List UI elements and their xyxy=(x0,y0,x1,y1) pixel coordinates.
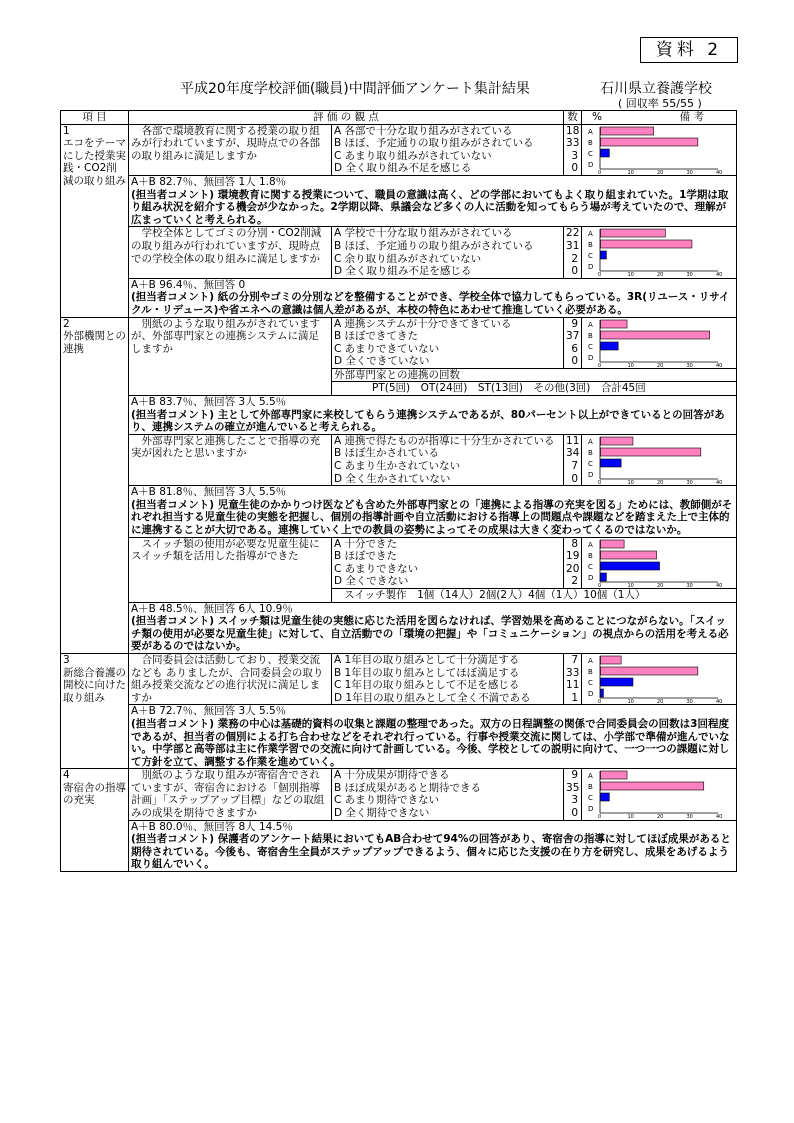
answer-option: D 全く生かされていない xyxy=(334,472,451,485)
chart-category-label: C xyxy=(588,562,593,571)
document-label: 資料 2 xyxy=(640,37,738,63)
answer-count: 20 xyxy=(566,562,580,575)
answer-option: B ほぼできてきた xyxy=(334,330,419,343)
comment-text: (担当者コメント) 保護者のアンケート結果においてもAB合わせて94%の回答があり、寄宿舎の指導に対してほぼ成果があると期待されている。今後も、寄宿舎生全員がステップアップできるよう、個々に応じた支援の在り方を研究し、成果をあげるよう取り組んでいく。 xyxy=(131,833,731,871)
chart-bar-c xyxy=(601,678,633,686)
chart-category-label: B xyxy=(588,331,593,340)
chart-tick-label: 0 xyxy=(598,272,602,278)
chart-tick-label: 20 xyxy=(657,582,664,588)
chart-category-label: B xyxy=(588,667,593,676)
answer-count: 0 xyxy=(571,162,579,175)
comment-text: (担当者コメント) スイッチ類は児童生徒の実態に応じた活用を図らなければ、学習効果を高めることにつながらない。「スイッチ類の使用が必要な児童生徒」に対して、自立活動での「環境の把握」や「コミュニケーション」の視点からの活用を考える必要があるのではないか。 xyxy=(131,615,729,653)
answer-count: 0 xyxy=(571,807,579,820)
comment-row xyxy=(61,705,737,769)
chart-tick-label: 40 xyxy=(716,582,723,588)
comment-row xyxy=(61,175,737,226)
header-item: 項 目 xyxy=(61,111,129,125)
comment-cell xyxy=(129,602,737,653)
response-rate: ( 回収率 55/55 ) xyxy=(618,97,702,110)
section-number: 2 xyxy=(63,317,70,330)
bar-chart xyxy=(584,654,734,704)
chart-tick-label: 0 xyxy=(598,814,602,820)
chart-tick-label: 0 xyxy=(598,169,602,175)
chart-bar-a xyxy=(601,437,633,445)
comment-text: (担当者コメント) 環境教育に関する授業について、職員の意識は高く、どの学部においてもよく取り組まれていた。1学期は取り組み状況を紹介する機会が少なかった。2学期以降、県議会など多くの人に活動を知ってもらう場が考えていたので、理解が広まっていくと考えられる。 xyxy=(131,188,729,226)
question-row xyxy=(61,537,737,588)
comment-row xyxy=(61,486,737,537)
answer-count: 34 xyxy=(566,447,580,460)
answer-count: 6 xyxy=(571,342,579,355)
chart-cell xyxy=(582,434,737,485)
answer-option: B ほぼ成果があると期待できる xyxy=(334,781,482,794)
chart-bar-a xyxy=(601,229,666,237)
answer-options xyxy=(332,227,564,278)
section-title: エコをテーマにした授業実践・CO2削減の取り組み xyxy=(63,137,126,187)
chart-cell xyxy=(582,317,737,368)
question-text: スイッチ類の使用が必要な児童生徒にスイッチ類を活用した指導ができた xyxy=(129,537,332,602)
chart-category-label: D xyxy=(588,689,594,698)
answer-count: 33 xyxy=(566,666,580,679)
extra-title: 外部専門家との連携の回数 xyxy=(332,368,737,382)
chart-tick-label: 20 xyxy=(657,169,664,175)
comment-row xyxy=(61,278,737,317)
extra-detail: スイッチ製作 1個（14人）2個(2人）4個（1人）10個（1人） xyxy=(332,588,737,602)
section-title: 外部機関との連携 xyxy=(63,330,126,355)
answer-options xyxy=(332,317,564,368)
answer-option: B ほぼできた xyxy=(334,550,398,563)
chart-tick-label: 20 xyxy=(657,698,664,704)
chart-category-label: A xyxy=(588,320,593,329)
header-note: 備 考 xyxy=(679,111,705,123)
answer-counts xyxy=(564,537,582,588)
comment-cell xyxy=(129,705,737,769)
answer-option: C あまりできない xyxy=(334,562,419,575)
header-count: 数 xyxy=(564,111,582,125)
answer-option: D 全く取り組み不足を感じる xyxy=(334,265,472,278)
bar-chart xyxy=(584,227,734,277)
page-title: 平成20年度学校評価(職員)中間評価アンケート集計結果 xyxy=(180,81,530,97)
chart-category-label: C xyxy=(588,252,593,261)
comment-cell xyxy=(129,486,737,537)
chart-bar-a xyxy=(601,656,622,664)
chart-category-label: A xyxy=(588,540,593,549)
chart-bar-b xyxy=(601,448,701,456)
chart-category-label: C xyxy=(588,678,593,687)
comment-row xyxy=(61,602,737,653)
question-row xyxy=(61,434,737,485)
chart-category-label: D xyxy=(588,470,594,479)
chart-tick-label: 30 xyxy=(686,169,693,175)
chart-tick-label: 10 xyxy=(627,479,634,485)
chart-bar-c xyxy=(601,149,610,157)
answer-counts xyxy=(564,317,582,368)
chart-category-label: B xyxy=(588,138,593,147)
comment-row xyxy=(61,396,737,435)
chart-bar-d xyxy=(601,689,604,697)
answer-option: A 連携で得たものが指導に十分生かされている xyxy=(334,434,555,447)
chart-tick-label: 0 xyxy=(598,479,602,485)
chart-bar-b xyxy=(601,240,692,248)
answer-option: C あまりできていない xyxy=(334,342,440,355)
question-text: 外部専門家と連携したことで指導の充実が図れたと思いますか xyxy=(129,434,332,485)
chart-bar-b xyxy=(601,331,710,339)
summary-text: A＋B 83.7％、無回答 3人 5.5％ xyxy=(131,396,287,409)
chart-category-label: C xyxy=(588,794,593,803)
chart-category-label: A xyxy=(588,772,593,781)
chart-category-label: B xyxy=(588,551,593,560)
section-number: 1 xyxy=(63,124,70,137)
chart-cell xyxy=(582,124,737,175)
chart-tick-label: 40 xyxy=(716,479,723,485)
chart-tick-label: 10 xyxy=(627,169,634,175)
summary-text: A＋B 96.4％、無回答 0 xyxy=(131,278,246,291)
answer-options xyxy=(332,653,564,704)
answer-count: 18 xyxy=(566,124,580,137)
answer-options xyxy=(332,537,564,588)
section-number: 4 xyxy=(63,769,70,782)
chart-category-label: D xyxy=(588,573,594,582)
bar-chart xyxy=(584,125,734,175)
answer-count: 0 xyxy=(571,472,579,485)
question-text: 各部で環境教育に関する授業の取り組みが行われていますが、現時点での各部の取り組みに満足しますか xyxy=(129,124,332,175)
answer-counts xyxy=(564,124,582,175)
chart-category-label: C xyxy=(588,459,593,468)
answer-count: 0 xyxy=(571,265,579,278)
answer-count: 33 xyxy=(566,137,580,150)
chart-tick-label: 40 xyxy=(716,272,723,278)
chart-category-label: D xyxy=(588,353,594,362)
chart-tick-label: 40 xyxy=(716,362,723,368)
answer-option: C 1年目の取り組みとして不足を感じる xyxy=(334,679,520,692)
question-text: 合同委員会は活動しており、授業交流なども ありましたが、合同委員会の取り組み授業交流などの進行状況に満足しますか xyxy=(129,653,332,704)
summary-text: A＋B 80.0％、無回答 8人 14.5％ xyxy=(131,820,293,833)
chart-category-label: A xyxy=(588,127,593,136)
answer-count: 9 xyxy=(571,317,579,330)
chart-category-label: D xyxy=(588,263,594,272)
chart-tick-label: 20 xyxy=(657,814,664,820)
chart-tick-label: 30 xyxy=(686,814,693,820)
answer-count: 2 xyxy=(571,575,579,588)
comment-text: (担当者コメント) 紙の分別やゴミの分別などを整備することができ、学校全体で協力してもらっている。3R(リユース・リサイクル・リデュース)や省エネへの意識は個人差があるが、本校の特色にあわせて推進していく必要がある。 xyxy=(131,291,730,316)
answer-count: 35 xyxy=(566,781,580,794)
answer-counts xyxy=(564,227,582,278)
answer-count: 11 xyxy=(566,679,580,692)
chart-bar-b xyxy=(601,667,698,675)
header-pct-note xyxy=(582,111,737,125)
comment-cell xyxy=(129,175,737,226)
answer-count: 11 xyxy=(566,434,580,447)
school-name: 石川県立養護学校 xyxy=(600,81,712,97)
answer-counts xyxy=(564,769,582,820)
comment-text: (担当者コメント) 主として外部専門家に来校してもらう連携システムであるが、80パーセント以上ができているとの回答があり、連携システムの確立が進んでいると考えられる。 xyxy=(131,408,725,434)
answer-counts xyxy=(564,653,582,704)
section-item xyxy=(61,653,129,768)
answer-count: 31 xyxy=(566,239,580,252)
comment-text: (担当者コメント) 児童生徒のかかりつけ医なども含めた外部専門家との「連携による指導の充実を図る」ためには、教師側がそれぞれ担当する児童生徒の実態を把握し、個別の指導計画や自立活動における指導上の問題点や課題などを踏まえた上で主体的に連携することが大切である。連携していく上での教員の姿勢によってその成果は大きく変わってくるのではないか。 xyxy=(131,498,733,536)
answer-option: D 全く取り組み不足を感じる xyxy=(334,162,472,175)
chart-bar-a xyxy=(601,771,628,779)
question-text: 別紙のような取り組みが寄宿舎でされていますが、寄宿舎における「個別指導計画」「ステップアップ目標」などの取組みの成果を期待できますか xyxy=(129,769,332,820)
comment-cell xyxy=(129,820,737,871)
question-text: 学校全体としてゴミの分別・CO2削減の取り組みが行われていますが、現時点での学校全体の取り組みに満足しますか xyxy=(129,227,332,278)
answer-options xyxy=(332,124,564,175)
survey-table xyxy=(60,110,737,872)
answer-option: C あまり生かされていない xyxy=(334,460,461,473)
answer-option: D 全くできていない xyxy=(334,355,430,368)
chart-bar-b xyxy=(601,138,698,146)
answer-count: 2 xyxy=(571,252,579,265)
answer-option: A 各部で十分な取り組みがされている xyxy=(334,124,513,137)
chart-bar-b xyxy=(601,551,657,559)
comment-cell xyxy=(129,278,737,317)
chart-bar-d xyxy=(601,573,607,581)
bar-chart xyxy=(584,769,734,819)
answer-option: C あまり取り組みがされていない xyxy=(334,149,492,162)
answer-count: 0 xyxy=(571,355,579,368)
chart-category-label: B xyxy=(588,783,593,792)
bar-chart xyxy=(584,318,734,368)
bar-chart xyxy=(584,435,734,485)
answer-count: 1 xyxy=(571,691,579,704)
chart-bar-a xyxy=(601,127,654,135)
answer-count: 3 xyxy=(571,794,579,807)
summary-text: A＋B 72.7％、無回答 3人 5.5％ xyxy=(131,705,287,718)
chart-tick-label: 10 xyxy=(627,814,634,820)
chart-bar-a xyxy=(601,320,628,328)
answer-option: A 十分成果が期待できる xyxy=(334,769,450,782)
chart-category-label: A xyxy=(588,656,593,665)
comment-text: (担当者コメント) 業務の中心は基礎的資料の収集と課題の整理であった。双方の日程調整の関係で合同委員会の回数は3回程度であるが、担当者の個別による打ち合わせなどをそれぞれ行っている。行事や授業交流に関しては、小学部で準備が進んでいない。中学部と高等部は主に作業学習での交流に向けて計画している。今後、学校としての説明に向けて、一つ一つの課題に対して方針を立て、調整する作業を進めていく。 xyxy=(131,717,730,768)
chart-category-label: A xyxy=(588,230,593,239)
chart-cell xyxy=(582,227,737,278)
comment-cell xyxy=(129,396,737,435)
section-title: 新総合養護の開校に向けた取り組み xyxy=(63,666,126,704)
chart-category-label: B xyxy=(588,241,593,250)
question-row xyxy=(61,124,737,175)
chart-tick-label: 40 xyxy=(716,169,723,175)
question-row xyxy=(61,653,737,704)
answer-option: B ほぼ、予定通りの取り組みがされている xyxy=(334,137,534,150)
chart-cell xyxy=(582,653,737,704)
chart-bar-c xyxy=(601,562,660,570)
answer-counts xyxy=(564,434,582,485)
section-title: 寄宿舎の指導の充実 xyxy=(63,781,126,807)
chart-category-label: C xyxy=(588,149,593,158)
section-item xyxy=(61,769,129,872)
chart-tick-label: 20 xyxy=(657,362,664,368)
chart-bar-c xyxy=(601,342,619,350)
chart-bar-c xyxy=(601,459,622,467)
chart-tick-label: 10 xyxy=(627,582,634,588)
chart-tick-label: 30 xyxy=(686,698,693,704)
chart-cell xyxy=(582,769,737,820)
chart-category-label: A xyxy=(588,437,593,446)
answer-option: B ほぼ生かされている xyxy=(334,447,440,460)
chart-tick-label: 30 xyxy=(686,582,693,588)
answer-count: 7 xyxy=(571,460,579,473)
answer-option: B 1年目の取り組みとしてほぼ満足する xyxy=(334,666,520,679)
section-number: 3 xyxy=(63,653,70,666)
answer-option: A 1年目の取り組みとして十分満足する xyxy=(334,653,520,666)
answer-count: 7 xyxy=(571,653,579,666)
answer-count: 3 xyxy=(571,149,579,162)
answer-option: C 余り取り組みがされていない xyxy=(334,252,482,265)
answer-option: D 全く期待できない xyxy=(334,807,430,820)
answer-count: 22 xyxy=(566,227,580,240)
summary-text: A＋B 48.5％、無回答 6人 10.9％ xyxy=(131,602,293,615)
table-header-row xyxy=(61,111,737,125)
question-row xyxy=(61,227,737,278)
chart-tick-label: 30 xyxy=(686,272,693,278)
summary-text: A＋B 81.8％、無回答 3人 5.5％ xyxy=(131,486,287,499)
answer-options xyxy=(332,434,564,485)
chart-tick-label: 20 xyxy=(657,272,664,278)
answer-option: A 連携システムが十分できてきている xyxy=(334,317,512,330)
chart-category-label: C xyxy=(588,342,593,351)
summary-text: A＋B 82.7％、無回答 1人 1.8％ xyxy=(131,175,287,188)
chart-tick-label: 30 xyxy=(686,362,693,368)
answer-option: A 学校で十分な取り組みがされている xyxy=(334,227,513,240)
chart-tick-label: 10 xyxy=(627,362,634,368)
answer-option: D 全くできない xyxy=(334,575,409,588)
question-text: 別紙のような取り組みがされていますが、外部専門家との連携システムに満足しますか xyxy=(129,317,332,396)
answer-count: 19 xyxy=(566,550,580,563)
chart-tick-label: 40 xyxy=(716,698,723,704)
header-view: 評 価 の 観 点 xyxy=(129,111,564,125)
section-item xyxy=(61,124,129,317)
chart-tick-label: 0 xyxy=(598,362,602,368)
answer-options xyxy=(332,769,564,820)
question-row xyxy=(61,317,737,368)
chart-tick-label: 20 xyxy=(657,479,664,485)
answer-option: D 1年目の取り組みとして全く不満である xyxy=(334,691,531,704)
extra-detail: PT(5回) OT(24回) ST(13回) その他(3回) 合計45回 xyxy=(332,382,737,396)
chart-tick-label: 0 xyxy=(598,698,602,704)
chart-tick-label: 40 xyxy=(716,814,723,820)
chart-tick-label: 0 xyxy=(598,582,602,588)
answer-option: A 十分できた xyxy=(334,537,398,550)
section-item xyxy=(61,317,129,653)
question-row xyxy=(61,769,737,820)
answer-count: 8 xyxy=(571,537,579,550)
chart-cell xyxy=(582,537,737,588)
chart-bar-c xyxy=(601,251,607,259)
comment-row xyxy=(61,820,737,871)
chart-category-label: B xyxy=(588,448,593,457)
answer-option: C あまり期待できない xyxy=(334,794,440,807)
chart-tick-label: 10 xyxy=(627,272,634,278)
answer-count: 9 xyxy=(571,769,579,782)
bar-chart xyxy=(584,538,734,588)
chart-bar-c xyxy=(601,793,610,801)
header-pct: % xyxy=(592,111,602,123)
answer-count: 37 xyxy=(566,330,580,343)
chart-category-label: D xyxy=(588,805,594,814)
answer-option: B ほぼ、予定通りの取り組みがされている xyxy=(334,239,534,252)
chart-tick-label: 10 xyxy=(627,698,634,704)
chart-category-label: D xyxy=(588,160,594,169)
chart-bar-b xyxy=(601,782,704,790)
chart-tick-label: 30 xyxy=(686,479,693,485)
chart-bar-a xyxy=(601,540,625,548)
